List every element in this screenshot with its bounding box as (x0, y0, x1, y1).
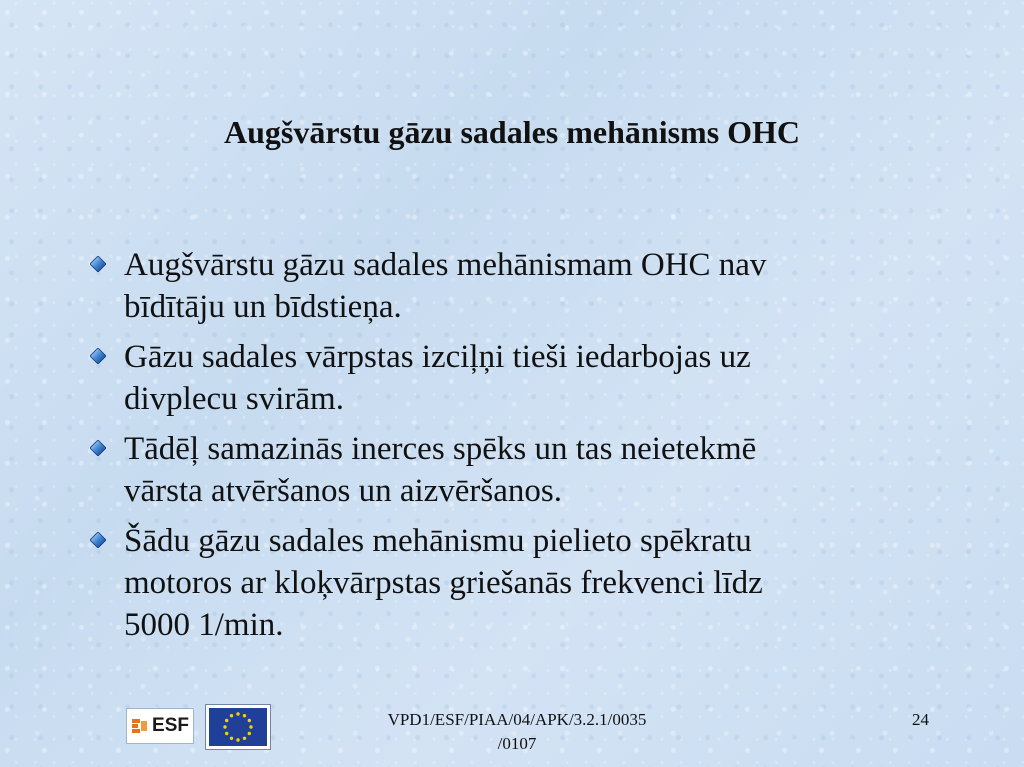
bullet-item (84, 336, 924, 420)
bullet-line: vārsta atvēršanos un aizvēršanos. (124, 473, 563, 509)
diamond-bullet-icon (90, 256, 106, 272)
slide-title: Augšvārstu gāzu sadales mehānisms OHC (223, 114, 801, 150)
esf-mark-icon (131, 717, 149, 735)
esf-logo (126, 708, 194, 744)
bullet-line: motoros ar kloķvārpstas griešanās frekvenci līdz (124, 565, 763, 601)
page-number: 24 (912, 710, 929, 729)
bullet-line: bīdītāju un bīdstieņa. (124, 289, 402, 325)
bullet-line: divplecu svirām. (124, 381, 344, 417)
bullet-item (84, 244, 924, 328)
footer-reference (352, 708, 682, 756)
bullet-line: Tādēļ samazinās inerces spēks un tas neietekmē (124, 431, 757, 467)
footer-reference-line: /0107 (497, 734, 537, 753)
bullet-item (84, 520, 924, 646)
eu-flag-graphic (209, 708, 267, 746)
slide-footer (0, 700, 1024, 760)
eu-flag-icon (205, 704, 271, 750)
diamond-bullet-icon (90, 532, 106, 548)
diamond-bullet-icon (90, 440, 106, 456)
esf-logo-text: ESF (152, 715, 189, 736)
bullet-list (84, 244, 924, 654)
diamond-bullet-icon (90, 348, 106, 364)
bullet-line: Gāzu sadales vārpstas izciļņi tieši iedarbojas uz (124, 339, 751, 375)
bullet-item (84, 428, 924, 512)
bullet-line: Šādu gāzu sadales mehānismu pielieto spēkratu (124, 523, 752, 559)
bullet-line: Augšvārstu gāzu sadales mehānismam OHC nav (124, 247, 767, 283)
footer-reference-line: VPD1/ESF/PIAA/04/APK/3.2.1/0035 (387, 710, 647, 729)
bullet-line: 5000 1/min. (124, 607, 284, 643)
